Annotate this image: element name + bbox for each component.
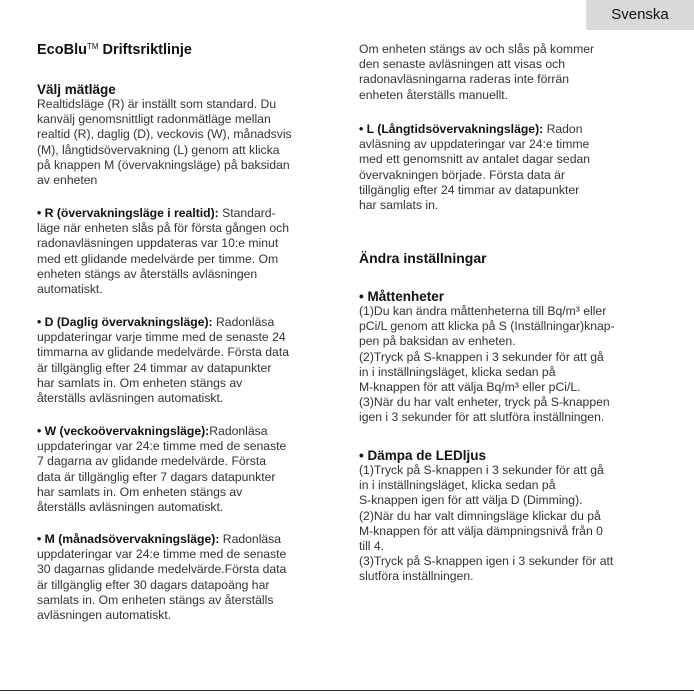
mode-m-label: • M (månadsövervakningsläge): (37, 532, 220, 546)
language-tab: Svenska (586, 0, 694, 30)
mode-w-section (37, 424, 349, 515)
mode-d-text: Radonläsa uppdateringar varje timme med de senaste 24 timmarna av glidande medelvärde. Första data är tillgänglig efter 24 timmar av datapunkter har samlats in. Om enheten stängs av återställs avläsningen automatiskt. (37, 315, 290, 406)
select-mode-heading: Välj mätläge (37, 82, 116, 97)
mode-r-label: • R (övervakningsläge i realtid): (37, 206, 219, 220)
dim-heading: • Dämpa de LEDljus (359, 448, 487, 463)
document-title: EcoBlu™ Driftsriktlinje (37, 42, 192, 58)
mode-m-section (37, 532, 349, 623)
mode-m-text: Radonläsa uppdateringar var 24:e timme med de senaste 30 dagarnas glidande medelvärde.Första data är tillgänglig efter 30 dagars datapoäng har samlats in. Om enheten stängs av återställs avläsningen automatiskt. (37, 532, 287, 623)
mode-l-label: • L (Långtidsövervakningsläge): (359, 122, 544, 136)
dim-text: (1)Tryck på S-knappen i 3 sekunder för att gå in i inställningsläget, klicka sedan på S-knappen igen för att välja D (Dimming). (2)När du har valt dimningsläge klickar du på M-knappen för att välja dämpningsnivå från 0 till 4. (3)Tryck på S-knappen igen i 3 sekunder för att slutföra inställningen. (359, 463, 614, 584)
footer-divider (0, 690, 694, 691)
select-mode-section (37, 82, 349, 188)
mode-l-section (359, 122, 671, 213)
mode-d-label: • D (Daglig övervakningsläge): (37, 315, 213, 329)
mode-w-label: • W (veckoövervakningsläge): (37, 424, 210, 438)
mode-r-section (37, 206, 349, 297)
dim-section (359, 448, 671, 585)
mode-d-section (37, 315, 349, 406)
mode-l-text: Radon avläsning av uppdateringar var 24:e timme med ett genomsnitt av antalet dagar sedan övervakningen började. Första data är tillgänglig efter 24 timmar av datapunkter har samlats in. (359, 122, 591, 213)
units-text: (1)Du kan ändra måttenheterna till Bq/m³ eller pCi/L genom att klicka på S (Inställningar)knap- pen på baksidan av enheten. (2)Tryck på S-knappen i 3 sekunder för att gå in i inställningsläget, klicka sedan på M-knappen för att välja Bq/m³ eller pCi/L. (3)När du har valt enheter, tryck på S-knappen igen i 3 sekunder för att slutföra inställningen. (359, 304, 615, 425)
units-section (359, 289, 671, 426)
settings-heading: Ändra inställningar (359, 250, 487, 266)
continued-section (359, 42, 671, 103)
units-heading: • Måttenheter (359, 289, 444, 304)
continued-text: Om enheten stängs av och slås på kommer den senaste avläsningen att visas och radonavläsningarna raderas inte förrän enheten återställs manuellt. (359, 42, 595, 102)
mode-r-text: Standard- läge när enheten slås på för första gången och radonavläsningen uppdateras var 10:e minut med ett glidande medelvärde per timme. Om enheten stängs av återställs avläsningen automatiskt. (37, 206, 290, 297)
select-mode-text: Realtidsläge (R) är inställt som standard. Du kanvälj genomsnittligt radonmätläge mellan realtid (R), daglig (D), veckovis (W), månadsvis (M), långtidsövervakning (L) genom att klicka på knappen M (övervakningsläge) på baksidan av enheten (37, 97, 292, 188)
mode-w-text: Radonläsa uppdateringar var 24:e timme med de senaste 7 dagarna av glidande medelvärde. Första data är tillgänglig efter 7 dagars datapunkter har samlats in. Om enheten stängs av återställs avläsningen automatiskt. (37, 424, 287, 515)
